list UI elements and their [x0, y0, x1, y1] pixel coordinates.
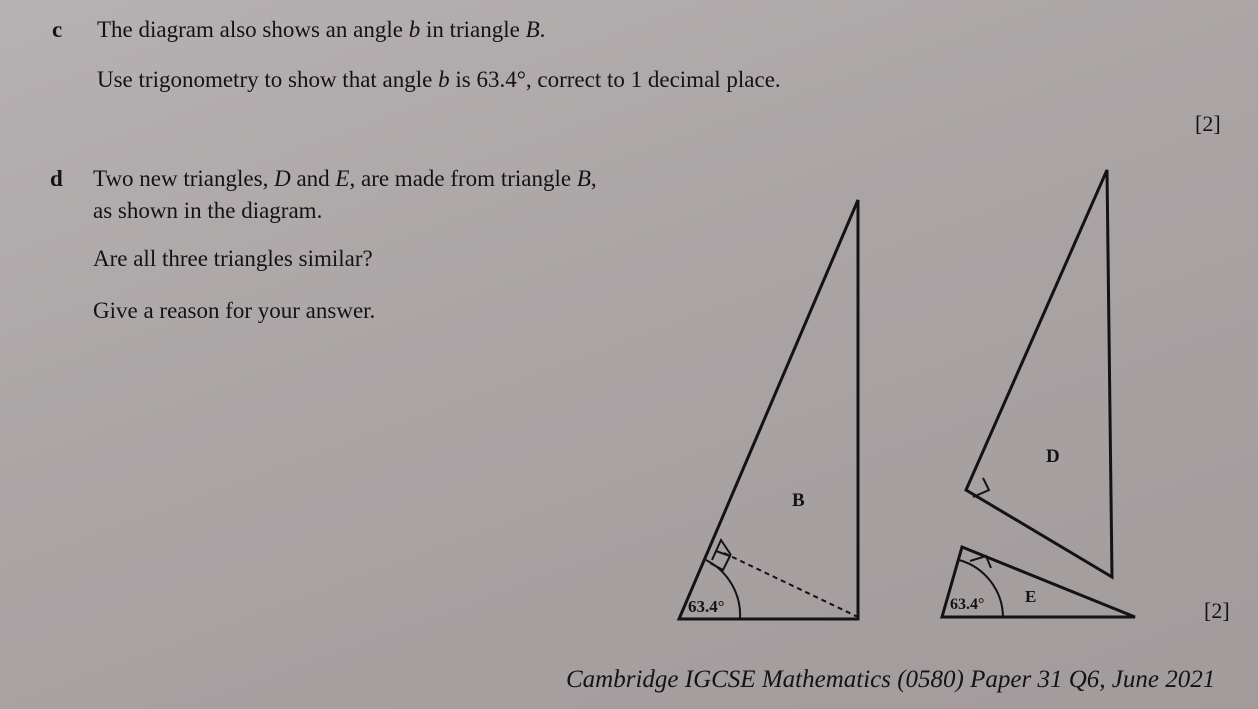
part-c-line-1: The diagram also shows an angle b in triangle B. [97, 17, 546, 42]
triangle-d [966, 170, 1112, 577]
right-angle-mark-b-upper [712, 540, 731, 560]
part-c-line-2: Use trigonometry to show that angle b is 63.4°, correct to 1 decimal place. [97, 67, 781, 92]
part-d-line-2: as shown in the diagram. [93, 198, 323, 223]
altitude-dotted-line [724, 553, 858, 617]
part-d-marks: [2] [1204, 598, 1230, 623]
part-c-marks: [2] [1195, 111, 1221, 136]
part-d-line-1: Two new triangles, D and E, are made from triangle B, [93, 166, 597, 191]
triangle-b [679, 200, 858, 619]
triangle-b-label: B [792, 490, 805, 511]
source-citation: Cambridge IGCSE Mathematics (0580) Paper 31 Q6, June 2021 [566, 666, 1216, 693]
triangle-d-label: D [1046, 446, 1060, 467]
part-d-label: d [50, 166, 63, 191]
triangle-e-label: E [1025, 587, 1037, 606]
part-c-label: c [52, 17, 63, 42]
part-d-instruction: Give a reason for your answer. [93, 298, 376, 323]
angle-label-e: 63.4° [950, 596, 985, 613]
angle-label-b: 63.4° [688, 597, 725, 616]
part-d-question: Are all three triangles similar? [93, 246, 373, 271]
